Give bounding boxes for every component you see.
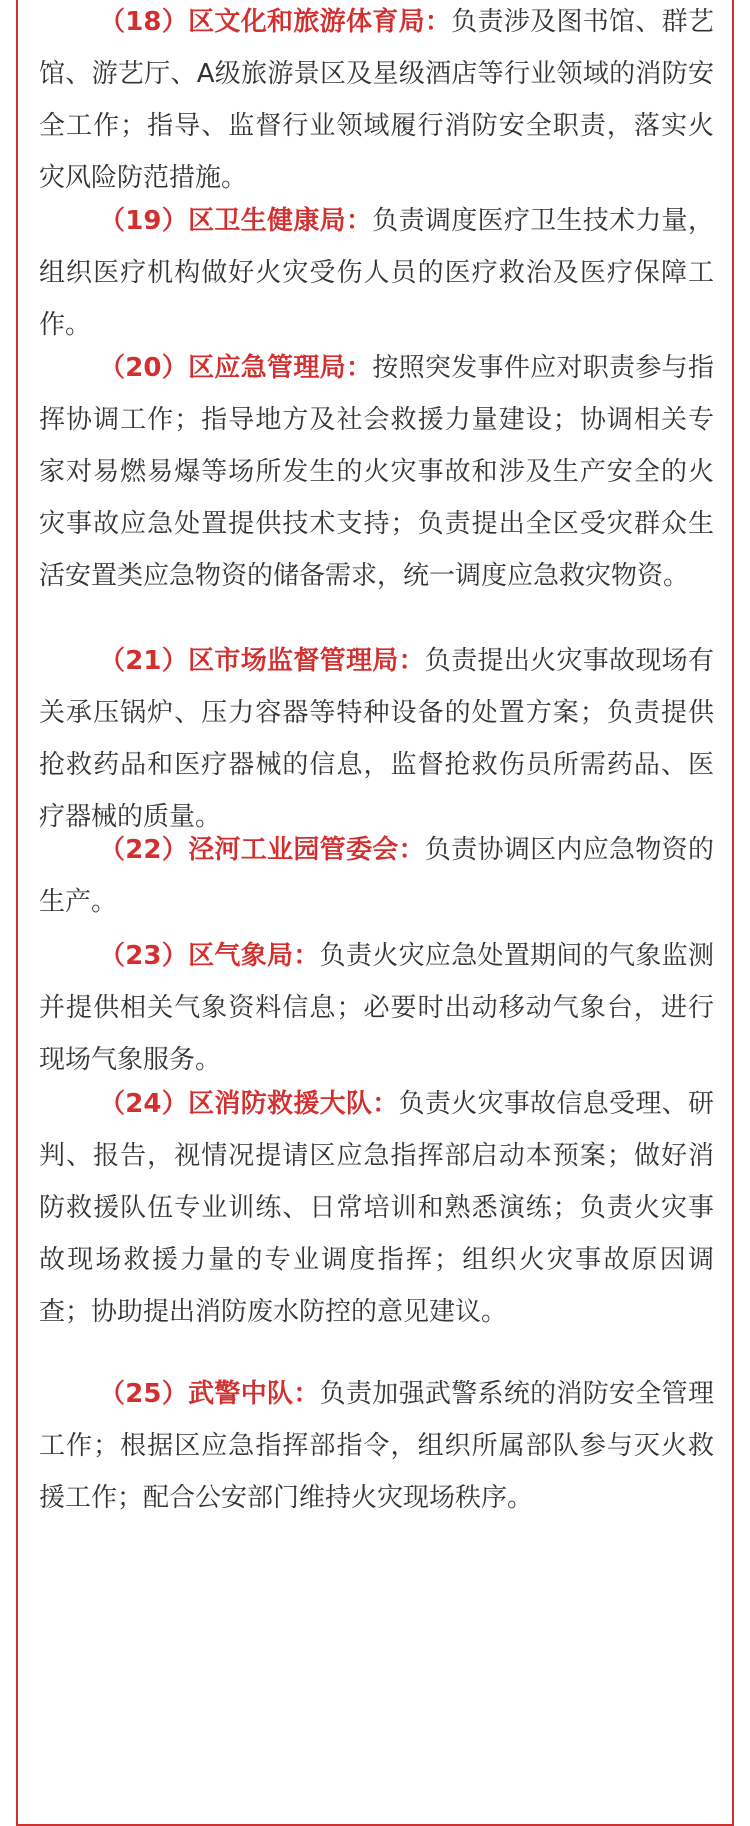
item-23: [39, 930, 714, 1086]
item-18-text: 负责涉及图书馆、群艺馆、游艺厅、A级旅游景区及星级酒店等行业领域的消防安全工作；指导、监督行业领域履行消防安全职责，落实火灾风险防范措施。: [39, 7, 714, 193]
item-19-text: 负责调度医疗卫生技术力量，组织医疗机构做好火灾受伤人员的医疗救治及医疗保障工作。: [39, 206, 714, 340]
item-18-heading: （18）区文化和旅游体育局：: [99, 7, 452, 37]
item-19-heading: （19）区卫生健康局：: [99, 206, 373, 236]
item-18: [39, 0, 714, 204]
item-21-text: 负责提出火灾事故现场有关承压锅炉、压力容器等特种设备的处置方案；负责提供抢救药品和医疗器械的信息，监督抢救伤员所需药品、医疗器械的质量。: [39, 646, 714, 832]
item-22: [39, 824, 714, 928]
item-22-heading: （22）泾河工业园管委会：: [99, 835, 425, 865]
item-24-heading: （24）区消防救援大队：: [99, 1089, 399, 1119]
item-25-heading: （25）武警中队：: [99, 1379, 320, 1409]
item-21: [39, 635, 714, 843]
item-24: [39, 1078, 714, 1338]
item-22-text: 负责协调区内应急物资的生产。: [39, 835, 714, 917]
item-24-text: 负责火灾事故信息受理、研判、报告，视情况提请区应急指挥部启动本预案；做好消防救援队伍专业训练、日常培训和熟悉演练；负责火灾事故现场救援力量的专业调度指挥；组织火灾事故原因调查；协助提出消防废水防控的意见建议。: [39, 1089, 714, 1327]
item-20-heading: （20）区应急管理局：: [99, 353, 373, 383]
item-20: [39, 342, 714, 602]
item-23-text: 负责火灾应急处置期间的气象监测并提供相关气象资料信息；必要时出动移动气象台，进行现场气象服务。: [39, 941, 714, 1075]
item-25: [39, 1368, 714, 1524]
item-23-heading: （23）区气象局：: [99, 941, 320, 971]
item-21-heading: （21）区市场监督管理局：: [99, 646, 425, 676]
item-19: [39, 195, 714, 351]
item-20-text: 按照突发事件应对职责参与指挥协调工作；指导地方及社会救援力量建设；协调相关专家对易燃易爆等场所发生的火灾事故和涉及生产安全的火灾事故应急处置提供技术支持；负责提出全区受灾群众生活安置类应急物资的储备需求，统一调度应急救灾物资。: [39, 353, 714, 591]
item-25-text: 负责加强武警系统的消防安全管理工作；根据区应急指挥部指令，组织所属部队参与灭火救援工作；配合公安部门维持火灾现场秩序。: [39, 1379, 714, 1513]
